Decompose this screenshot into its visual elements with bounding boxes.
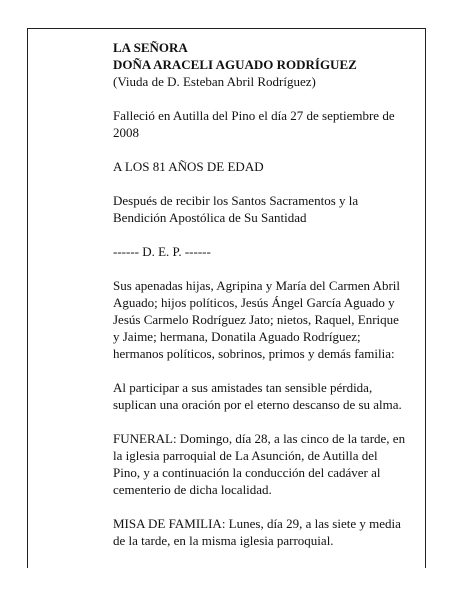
family-line-3: Jesús Carmelo Rodríguez Jato; nietos, Raquel, Enrique	[113, 312, 399, 327]
family-line-4: y Jaime; hermana, Donatila Aguado Rodríguez;	[113, 329, 361, 344]
rip-line: ------ D. E. P. ------	[113, 244, 211, 259]
mass-line-2: de la tarde, en la misma iglesia parroquial.	[113, 533, 334, 548]
obituary-text	[113, 39, 406, 566]
funeral-line-4: cementerio de dicha localidad.	[113, 482, 272, 497]
sacraments-paragraph	[113, 192, 398, 226]
death-paragraph	[113, 107, 398, 141]
age-paragraph	[113, 158, 398, 175]
prayer-line-2: suplican una oración por el eterno descanso de su alma.	[113, 397, 402, 412]
prayer-line-1: Al participar a sus amistades tan sensible pérdida,	[113, 380, 373, 395]
mass-line-1: MISA DE FAMILIA: Lunes, día 29, a las siete y media	[113, 516, 401, 531]
title-line-2: DOÑA ARACELI AGUADO RODRÍGUEZ	[113, 57, 357, 72]
rip-paragraph	[113, 243, 398, 260]
sacraments-line-2: Bendición Apostólica de Su Santidad	[113, 210, 307, 225]
funeral-line-3: Pino, y a continuación la conducción del cadáver al	[113, 465, 381, 480]
mass-paragraph	[113, 515, 401, 549]
title-line-1: LA SEÑORA	[113, 40, 188, 55]
funeral-paragraph	[113, 430, 406, 498]
age-line: A LOS 81 AÑOS DE EDAD	[113, 159, 264, 174]
top-border-line	[27, 28, 426, 29]
death-line-2: 2008	[113, 125, 139, 140]
family-line-2: Aguado; hijos políticos, Jesús Ángel García Aguado y	[113, 295, 395, 310]
header-block	[113, 39, 398, 90]
family-line-1: Sus apenadas hijas, Agripina y María del Carmen Abril	[113, 278, 401, 293]
family-paragraph	[113, 277, 401, 362]
funeral-line-1: FUNERAL: Domingo, día 28, a las cinco de la tarde, en	[113, 431, 406, 446]
left-border-line	[27, 28, 28, 568]
sacraments-line-1: Después de recibir los Santos Sacramentos y la	[113, 193, 359, 208]
right-border-line	[425, 28, 426, 568]
subtitle: (Viuda de D. Esteban Abril Rodríguez)	[113, 74, 316, 89]
death-line-1: Falleció en Autilla del Pino el día 27 de septiembre de	[113, 108, 395, 123]
prayer-paragraph	[113, 379, 402, 413]
funeral-line-2: la iglesia parroquial de La Asunción, de Autilla del	[113, 448, 378, 463]
family-line-5: hermanos políticos, sobrinos, primos y demás familia:	[113, 346, 395, 361]
